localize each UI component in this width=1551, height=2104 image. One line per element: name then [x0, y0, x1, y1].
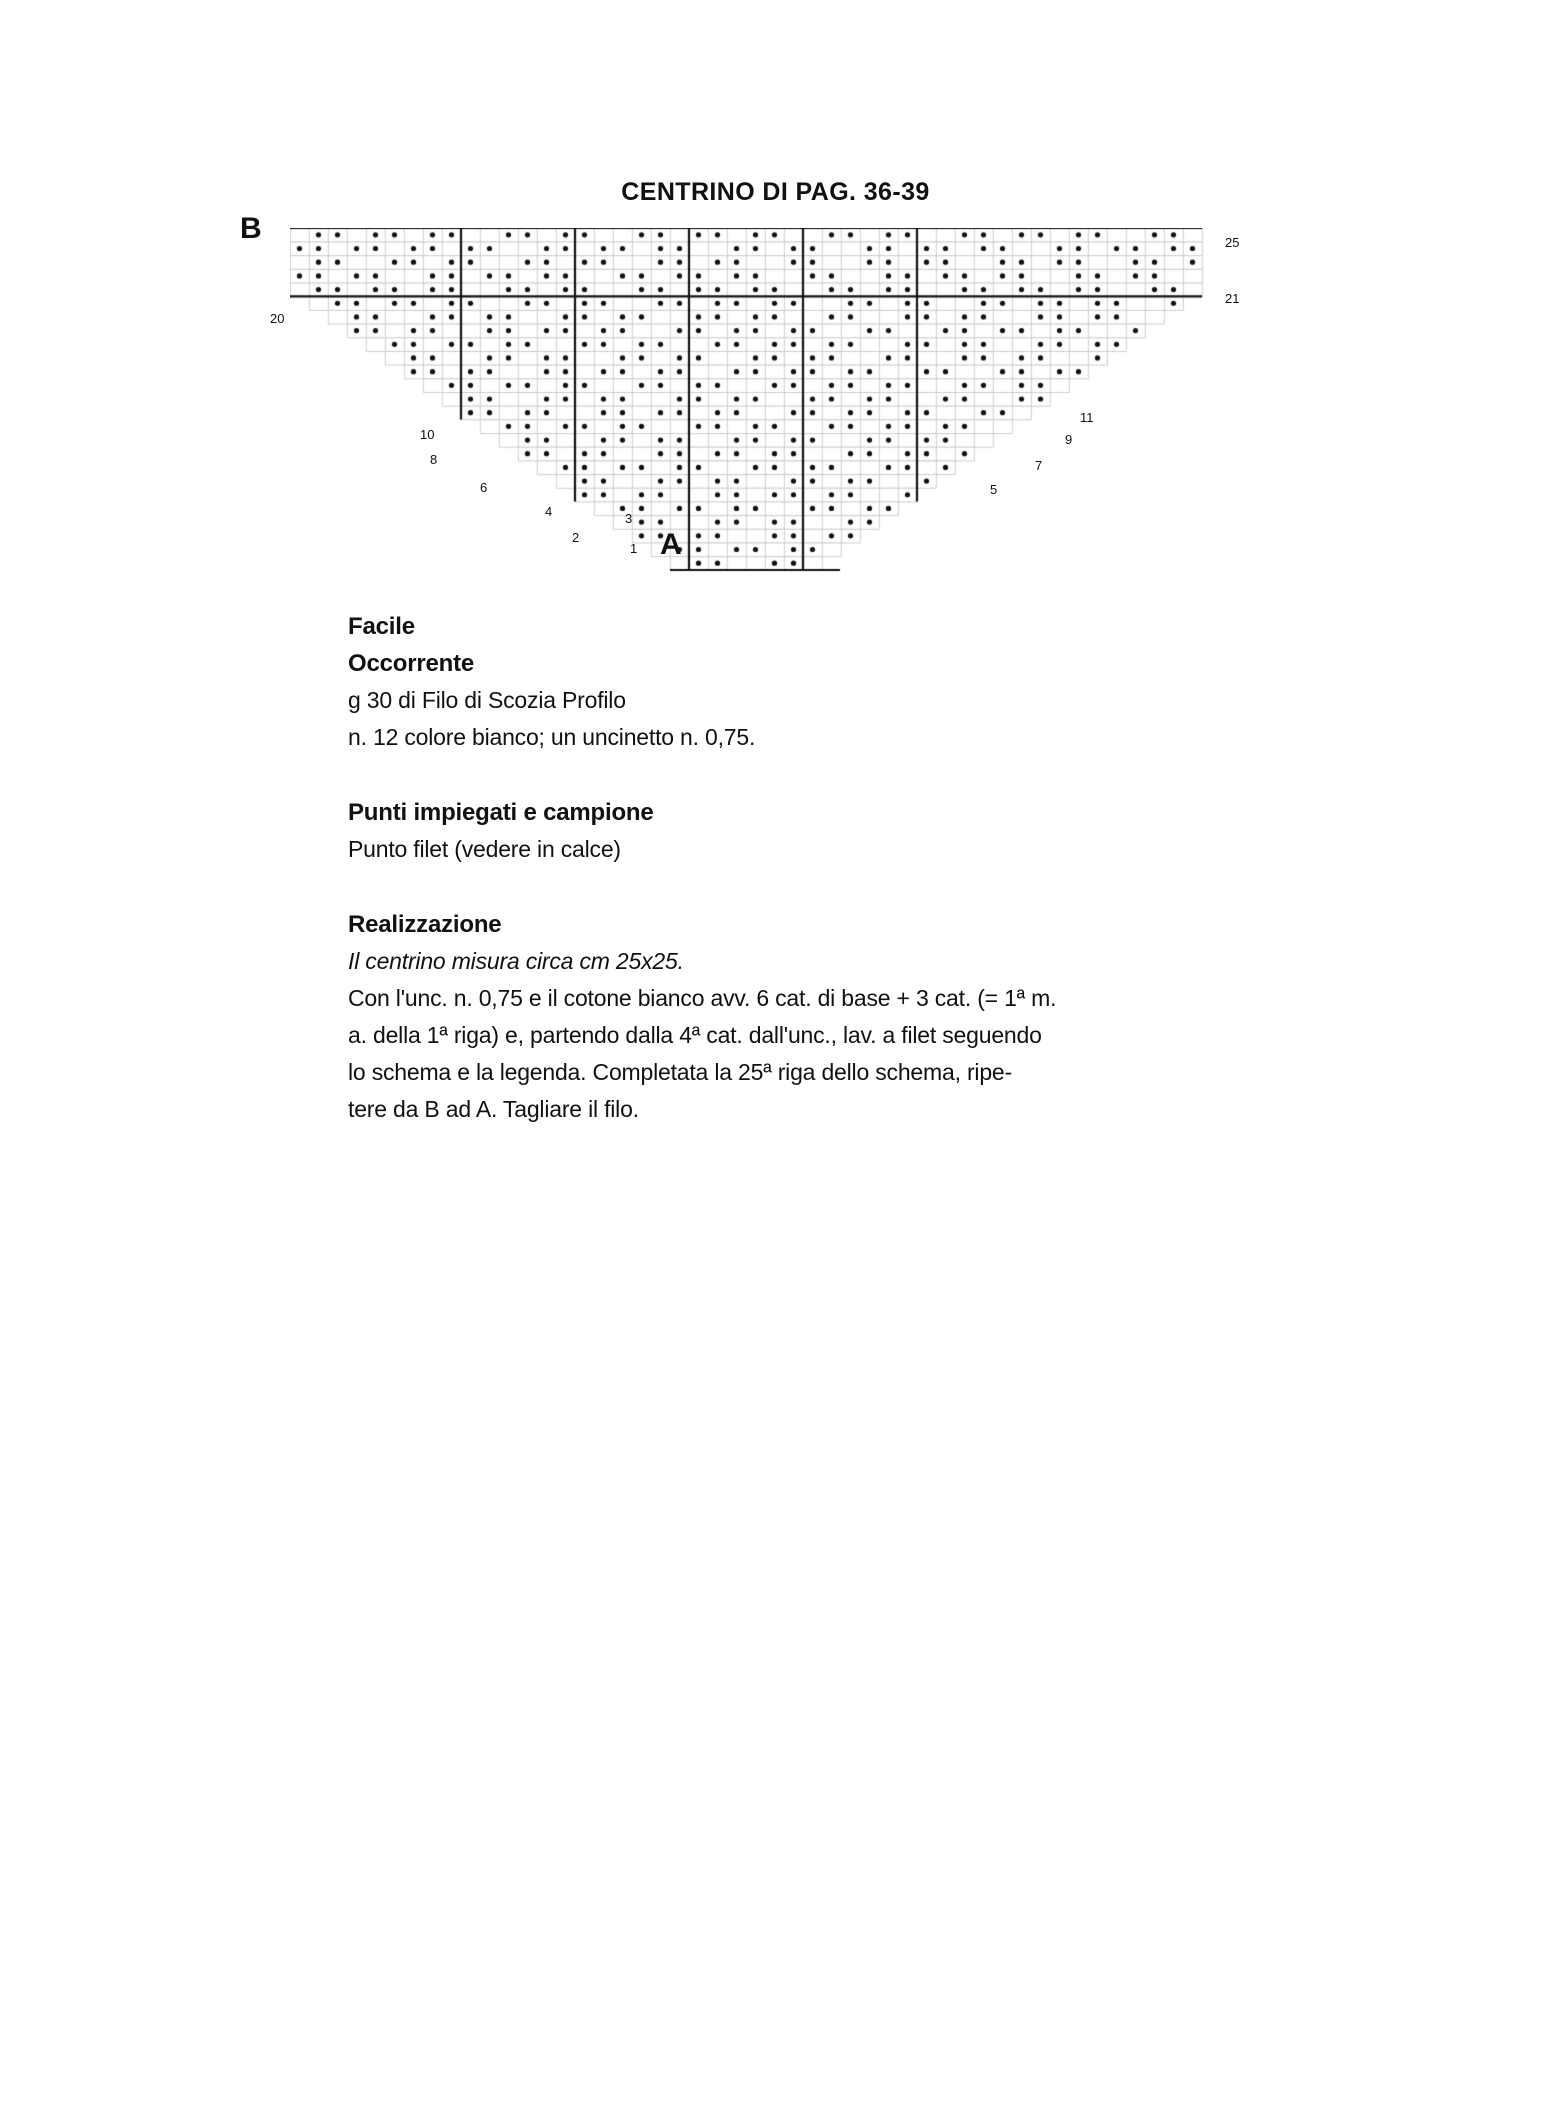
- chart-row-number: 6: [480, 480, 488, 495]
- punti-line-1: Punto filet (vedere in calce): [348, 836, 621, 862]
- instructions-body: [348, 608, 1248, 1128]
- chart-row-number: 5: [990, 482, 998, 497]
- occorrente-line-2: n. 12 colore bianco; un uncinetto n. 0,75.: [348, 724, 756, 750]
- filet-chart: [240, 212, 1270, 658]
- chart-row-number: 8: [430, 452, 438, 467]
- chart-row-number: 10: [420, 427, 435, 442]
- heading-occorrente: Occorrente: [348, 650, 475, 677]
- spacer-1: [348, 756, 1248, 794]
- realizzazione-line-4: tere da B ad A. Tagliare il filo.: [348, 1096, 639, 1122]
- heading-punti: Punti impiegati e campione: [348, 799, 654, 826]
- chart-row-number: 4: [545, 504, 553, 519]
- realizzazione-italic-line: Il centrino misura circa cm 25x25.: [348, 948, 684, 974]
- chart-row-number: 2: [572, 530, 580, 545]
- chart-row-number: 20: [270, 311, 285, 326]
- chart-row-number: 9: [1065, 432, 1073, 447]
- realizzazione-line-2: a. della 1ª riga) e, partendo dalla 4ª cat. dall'unc., lav. a filet seguendo: [348, 1022, 1042, 1048]
- occorrente-line-1: g 30 di Filo di Scozia Profilo: [348, 687, 626, 713]
- heading-realizzazione: Realizzazione: [348, 911, 502, 938]
- chart-grid-canvas: [290, 228, 1270, 588]
- heading-facile: Facile: [348, 613, 415, 640]
- realizzazione-line-3: lo schema e la legenda. Completata la 25ª riga dello schema, ripe-: [348, 1059, 1012, 1085]
- chart-row-number: 3: [625, 511, 633, 526]
- chart-row-number: 11: [1080, 410, 1094, 425]
- spacer-2: [348, 868, 1248, 906]
- chart-row-number: 21: [1225, 291, 1240, 306]
- chart-row-number: 7: [1035, 458, 1043, 473]
- chart-row-number: 25: [1225, 235, 1240, 250]
- chart-row-number: 1: [630, 541, 638, 556]
- page-title: CENTRINO DI PAG. 36-39: [621, 178, 930, 206]
- realizzazione-line-1: Con l'unc. n. 0,75 e il cotone bianco avv. 6 cat. di base + 3 cat. (= 1ª m.: [348, 985, 1057, 1011]
- chart-marker-b: B: [240, 212, 262, 245]
- chart-marker-a: A: [660, 528, 682, 561]
